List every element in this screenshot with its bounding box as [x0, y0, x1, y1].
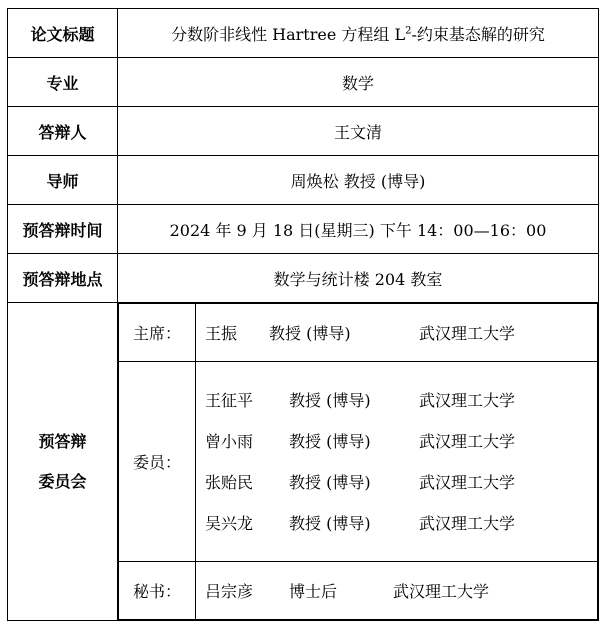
row-thesis-title — [8, 9, 599, 58]
member-name: 王征平 — [205, 391, 254, 411]
member-entry — [205, 379, 597, 420]
member-name: 曾小雨 — [205, 432, 254, 452]
member-entry — [205, 312, 597, 353]
thesis-title-label: 论文标题 — [8, 9, 118, 58]
committee-label — [8, 303, 118, 621]
major-label: 专业 — [8, 58, 118, 107]
members-role: 委员： — [119, 362, 196, 561]
defender-label: 答辩人 — [8, 107, 118, 156]
committee-table — [118, 303, 598, 620]
chair-members — [196, 304, 598, 362]
committee-members-row — [119, 362, 598, 561]
member-affiliation: 武汉理工大学 — [419, 324, 516, 344]
major-value: 数学 — [118, 58, 599, 107]
secretary-members — [196, 561, 598, 619]
member-entry — [205, 570, 597, 611]
defense-location-value: 数学与统计楼 204 教室 — [118, 254, 599, 303]
member-name: 张贻民 — [205, 473, 254, 493]
row-advisor — [8, 156, 599, 205]
committee-cell — [118, 303, 599, 621]
member-affiliation: 武汉理工大学 — [419, 432, 516, 452]
chair-role: 主席： — [119, 304, 196, 362]
member-entry — [205, 502, 597, 543]
row-defense-time — [8, 205, 599, 254]
row-defender — [8, 107, 599, 156]
member-title: 教授 (博导) — [289, 514, 371, 534]
member-title: 教授 (博导) — [289, 391, 371, 411]
member-entry — [205, 461, 597, 502]
defense-info-sheet — [7, 8, 599, 627]
committee-label-line2: 委员会 — [38, 471, 87, 491]
row-committee — [8, 303, 599, 621]
member-title: 教授 (博导) — [289, 432, 371, 452]
member-name: 吕宗彦 — [205, 581, 254, 601]
member-affiliation: 武汉理工大学 — [419, 391, 516, 411]
advisor-label: 导师 — [8, 156, 118, 205]
committee-members-list — [196, 362, 598, 561]
row-defense-location — [8, 254, 599, 303]
member-title: 教授 (博导) — [289, 473, 371, 493]
defense-info-table — [7, 8, 599, 621]
committee-chair-row — [119, 304, 598, 362]
committee-label-line1: 预答辩 — [38, 431, 87, 451]
defense-time-label: 预答辩时间 — [8, 205, 118, 254]
member-entry — [205, 420, 597, 461]
member-affiliation: 武汉理工大学 — [419, 473, 516, 493]
member-name: 吴兴龙 — [205, 514, 254, 534]
row-major — [8, 58, 599, 107]
advisor-value: 周焕松 教授 (博导) — [118, 156, 599, 205]
member-affiliation: 武汉理工大学 — [393, 581, 490, 601]
committee-secretary-row — [119, 561, 598, 619]
member-title: 博士后 — [289, 581, 338, 601]
defender-value: 王文清 — [118, 107, 599, 156]
member-affiliation: 武汉理工大学 — [419, 514, 516, 534]
thesis-title-value: 分数阶非线性 Hartree 方程组 $L^2-$约束基态解的研究 — [118, 9, 599, 58]
defense-location-label: 预答辩地点 — [8, 254, 118, 303]
member-title: 教授 (博导) — [269, 324, 351, 344]
member-name: 王振 — [205, 324, 238, 344]
defense-time-value: 2024 年 9 月 18 日(星期三) 下午 14：00—16：00 — [118, 205, 599, 254]
secretary-role: 秘书： — [119, 561, 196, 619]
